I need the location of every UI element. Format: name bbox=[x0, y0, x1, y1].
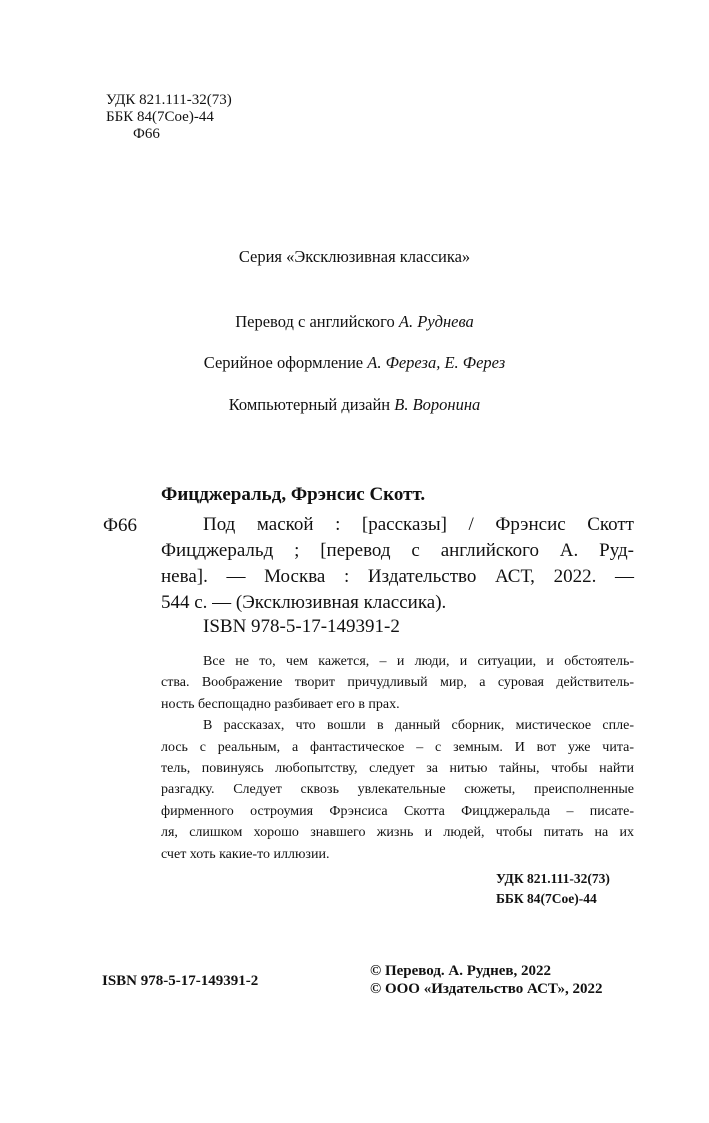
annotation-line: В рассказах, что вошли в данный сборник, мистическое спле- bbox=[203, 718, 634, 734]
author-heading: Фицджеральд, Фрэнсис Скотт. bbox=[161, 484, 426, 505]
copyright-line: © ООО «Издательство АСТ», 2022 bbox=[370, 981, 603, 997]
annotation-line: ства. Воображение творит причудливый мир, а суровая действитель- bbox=[161, 675, 634, 691]
series-title: Серия «Эксклюзивная классика» bbox=[238, 247, 471, 266]
footer-classification bbox=[496, 869, 610, 909]
annotation-line: тель, повинуясь любопытству, следует за нитью тайны, чтобы найти bbox=[161, 761, 634, 777]
annotation-line: счет хоть какие-то иллюзии. bbox=[161, 846, 330, 862]
annotation bbox=[161, 651, 634, 865]
copyright-line: © Перевод. А. Руднев, 2022 bbox=[370, 963, 551, 979]
annotation-line: ля, слишком хорошо знавшего жизнь и людей, чтобы питать на их bbox=[161, 825, 634, 841]
footer-isbn: ISBN 978-5-17-149391-2 bbox=[102, 973, 259, 989]
credit-translation bbox=[0, 312, 709, 332]
annotation-line: разгадку. Следует сквозь увлекательные сюжеты, преисполненные bbox=[161, 782, 634, 798]
description-line: 544 с. — (Эксклюзивная классика). bbox=[161, 592, 447, 613]
credit-name: А. Руднева bbox=[398, 312, 474, 331]
annotation-line: ность беспощадно разбивает его в прах. bbox=[161, 696, 400, 712]
copyright-block bbox=[370, 962, 603, 998]
bbk-code: ББК 84(7Сое)-44 bbox=[106, 109, 214, 125]
annotation-line: лось с реальным, а фантастическое – с земным. И вот уже чита- bbox=[161, 739, 634, 755]
cutter-code: Ф66 bbox=[133, 126, 160, 142]
credit-name: А. Фереза, Е. Ферез bbox=[367, 353, 506, 372]
footer-bbk: ББК 84(7Сое)-44 bbox=[496, 891, 597, 906]
footer-udk: УДК 821.111-32(73) bbox=[496, 871, 610, 886]
credit-role: Серийное оформление bbox=[203, 353, 368, 372]
description-line: нева]. — Москва : Издательство АСТ, 2022. — bbox=[161, 566, 634, 587]
cutter-mark: Ф66 bbox=[103, 515, 138, 536]
description-line: Под маской : [рассказы] / Фрэнсис Скотт bbox=[203, 514, 634, 535]
credit-computer-design bbox=[0, 395, 709, 415]
annotation-line: фирменного остроумия Фрэнсиса Скотта Фицджеральда – писате- bbox=[161, 803, 634, 819]
udk-code: УДК 821.111-32(73) bbox=[106, 92, 232, 108]
classification-block bbox=[106, 92, 232, 143]
credit-name: В. Воронина bbox=[394, 395, 481, 414]
credit-role: Компьютерный дизайн bbox=[228, 395, 395, 414]
bibliographic-description bbox=[161, 512, 634, 616]
description-line: Фицджеральд ; [перевод с английского А. Руд- bbox=[161, 540, 634, 561]
isbn: ISBN 978-5-17-149391-2 bbox=[203, 616, 400, 637]
annotation-line: Все не то, чем кажется, – и люди, и ситуации, и обстоятель- bbox=[203, 654, 634, 669]
credit-series-design bbox=[0, 353, 709, 373]
credit-role: Перевод с английского bbox=[235, 312, 399, 331]
